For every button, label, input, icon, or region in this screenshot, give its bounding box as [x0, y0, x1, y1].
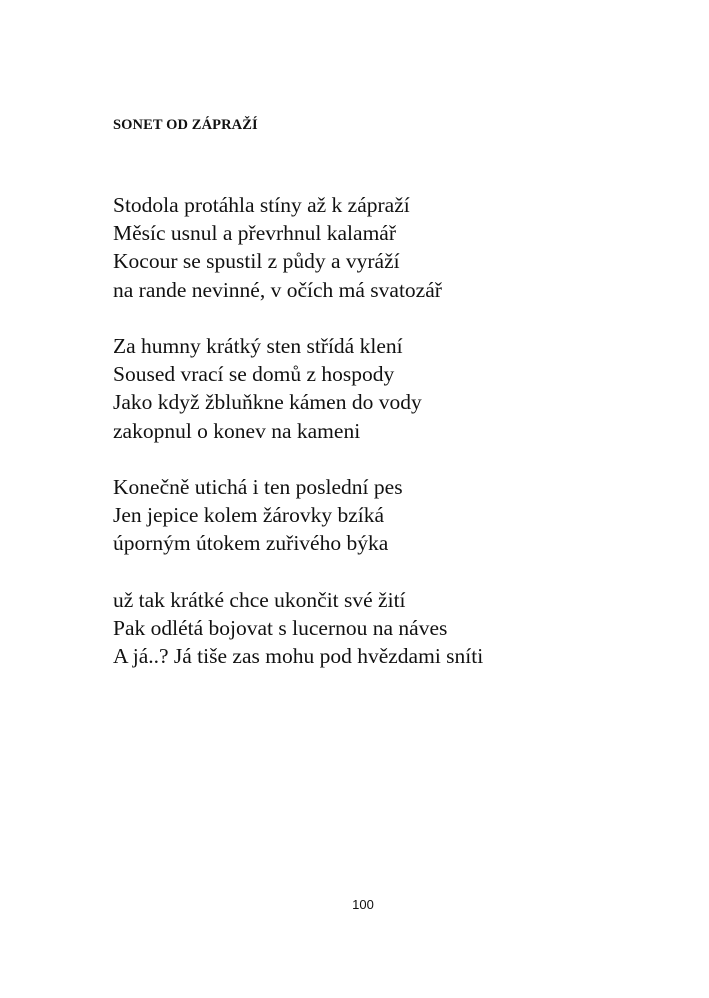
poem-line: Za humny krátký sten střídá klení — [113, 334, 403, 358]
poem-body — [113, 191, 483, 699]
poem-line: Stodola protáhla stíny až k zápraží — [113, 193, 410, 217]
poem-line: Pak odlétá bojovat s lucernou na náves — [113, 616, 448, 640]
poem-line: Kocour se spustil z půdy a vyráží — [113, 249, 400, 274]
stanza-2 — [113, 332, 483, 445]
poem-line: zakopnul o konev na kameni — [113, 418, 361, 443]
poem-line: A já..? Já tiše zas mohu pod hvězdami sníti — [113, 644, 484, 669]
poem-line: Soused vrací se domů z hospody — [113, 362, 395, 387]
poem-line: Měsíc usnul a převrhnul kalamář — [113, 221, 396, 246]
poem-line: Jen jepice kolem žárovky bzíká — [113, 503, 385, 528]
stanza-4 — [113, 586, 483, 671]
poem-line: Jako když žbluňkne kámen do vody — [113, 390, 422, 415]
stanza-3 — [113, 473, 483, 558]
poem-line: úporným útokem zuřivého býka — [113, 531, 389, 556]
stanza-1 — [113, 191, 483, 304]
poem-line: už tak krátké chce ukončit své žití — [113, 587, 406, 612]
poem-line: Konečně utichá i ten poslední pes — [113, 475, 403, 499]
poem-title: SONET OD ZÁPRAŽÍ — [113, 117, 258, 133]
poem-line: na rande nevinné, v očích má svatozář — [113, 277, 442, 302]
page-number: 100 — [352, 897, 374, 912]
